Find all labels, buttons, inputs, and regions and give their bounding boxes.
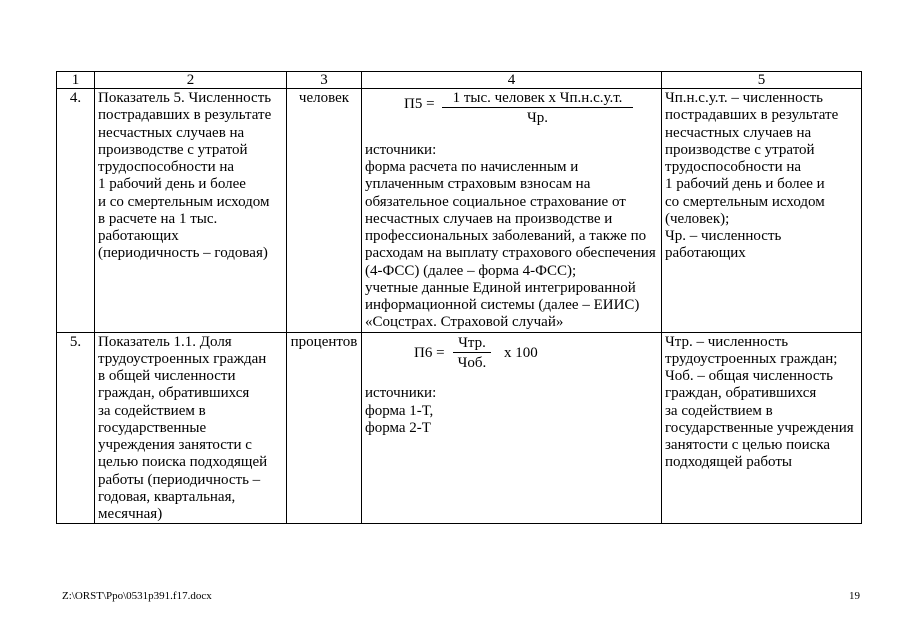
indicator-name-cell: [95, 89, 287, 333]
formula-cell: [362, 332, 662, 524]
formula-lhs: П6 =: [414, 344, 445, 361]
header-cell-4: 4: [362, 72, 662, 89]
row-number-cell: [57, 332, 95, 524]
formula-fraction: [442, 90, 633, 128]
header-cell-1: 1: [57, 72, 95, 89]
definitions-text: Чп.н.с.у.т. – численность пострадавших в результате несчастных случаев на производстве с утратой трудоспособности на 1 рабочий день и более и со смертельным исходом (человек); Чр. – численность работающих: [665, 90, 839, 262]
indicators-table: [56, 71, 862, 524]
table-row: [57, 89, 862, 333]
sources-label: источники:: [365, 385, 437, 402]
sources-list: форма 1-Т, форма 2-Т: [365, 402, 434, 436]
formula: [365, 90, 658, 142]
formula: [365, 334, 658, 386]
definitions-cell: [662, 332, 862, 524]
unit: человек: [298, 90, 350, 106]
document-path: Z:\ORST\Ppo\0531p391.f17.docx: [62, 590, 212, 602]
formula-suffix: х 100: [504, 344, 538, 361]
unit-cell: [287, 89, 362, 333]
page-number: 19: [849, 590, 860, 602]
row-number-cell: [57, 89, 95, 333]
formula-fraction: [453, 335, 491, 373]
unit-cell: [287, 332, 362, 524]
indicator-name: Показатель 5. Численность пострадавших в результате несчастных случаев на производстве с утратой трудоспособности на 1 рабочий день и более и со смертельным исходом в расчете на 1 тыс. работающих (периодичность – годовая): [98, 90, 272, 262]
row-number: 5.: [69, 333, 82, 350]
sources-list: форма расчета по начисленным и уплаченным страховым взносам на обязательное социальное страхование от несчастных случаев на производстве и профессиональных заболеваний, а также по расходам на выплату страхового обеспечения (4-ФСС) (далее – форма 4-ФСС); учетные данные Единой интегрированной информационной системы (далее – ЕИИС) «Соцстрах. Страховой случай»: [365, 159, 656, 331]
formula-denominator: Чоб.: [457, 354, 487, 371]
table-row: [57, 332, 862, 524]
formula-cell: [362, 89, 662, 333]
header-row: [57, 72, 862, 89]
header-cell-2: 2: [95, 72, 287, 89]
sources-label: источники:: [365, 141, 437, 158]
indicator-name-cell: [95, 332, 287, 524]
definitions-cell: [662, 89, 862, 333]
indicator-name: Показатель 1.1. Доля трудоустроенных граждан в общей численности граждан, обратившихся за содействием в государственные учреждения занятости с целью поиска подходящей работы (периодичность – годовая, квартальная, месячная): [98, 333, 268, 522]
row-number: 4.: [69, 90, 82, 106]
definitions-text: Чтр. – численность трудоустроенных граждан; Чоб. – общая численность граждан, обратившихся за содействием в государственные учреждения занятости с целью поиска подходящей работы: [665, 333, 854, 471]
formula-denominator: Чр.: [527, 110, 548, 127]
formula-numerator: 1 тыс. человек х Чп.н.с.у.т.: [442, 90, 633, 108]
formula-numerator: Чтр.: [453, 335, 491, 353]
header-cell-5: 5: [662, 72, 862, 89]
unit: процентов: [290, 333, 358, 350]
header-cell-3: 3: [287, 72, 362, 89]
formula-lhs: П5 =: [404, 96, 435, 112]
